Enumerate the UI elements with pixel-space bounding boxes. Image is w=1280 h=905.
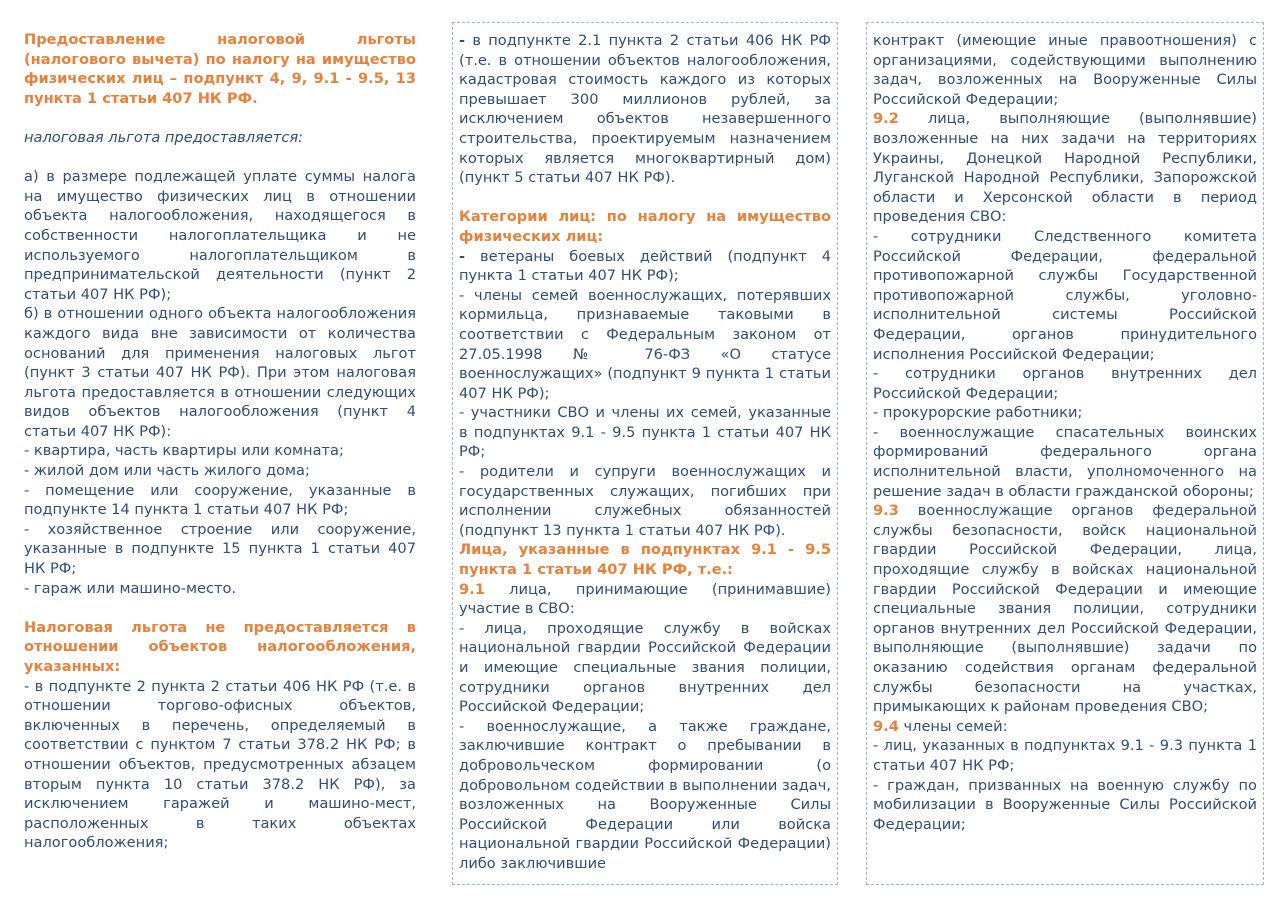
benefit-heading: Предоставление налоговой льготы (налогового вычета) по налогу на имущество физических лиц – подпункт 4, 9, 9.1 - 9.5, 13 пункта 1 статьи 407 НК РФ. <box>24 31 416 107</box>
category-veterans-text: ветераны боевых действий (подпункт 4 пункта 1 статьи 407 НК РФ); <box>459 247 831 285</box>
exclusion-item-21-text: в подпункте 2.1 пункта 2 статьи 406 НК РФ (т.е. в отношении объектов налогообложения, кадастровая стоимость каждого из которых превышает 300 миллионов рублей, за исключением объектов незавершенного строительства, проектируемым назначением которых является многоквартирный дом) (пункт 5 статьи 407 НК РФ). <box>459 32 831 187</box>
persons-sk: - сотрудники Следственного комитета Российской Федерации, федеральной противопожарной службы Государственной противопожарной службы, уголовно-исполнительной системы Российской Федерации, органов принудительного исполнения Российской Федерации; <box>873 227 1257 363</box>
clause-9-1 <box>459 580 831 619</box>
object-item: - жилой дом или часть жилого дома; <box>24 462 310 480</box>
paragraph-a: а) в размере подлежащей уплате суммы налога на имущество физических лиц в отношении объекта налогообложения, находящегося в собственности налогоплательщика и не используемого налогоплательщиком в предпринимательской деятельности (пункт 2 статьи 407 НК РФ); <box>24 168 416 303</box>
object-item: - квартира, часть квартиры или комната; <box>24 442 344 460</box>
benefit-intro: налоговая льгота предоставляется: <box>24 128 304 146</box>
clause-number: 9.3 <box>873 502 899 520</box>
category-svo: - участники СВО и члены их семей, указанные в подпунктах 9.1 - 9.5 пункта 1 статьи 407 НК РФ; <box>459 404 831 461</box>
column-middle <box>452 22 838 885</box>
family-item: - граждан, призванных на военную службу по мобилизации в Вооруженные Силы Российской Федерации; <box>873 776 1257 833</box>
categories-heading: Категории лиц: по налогу на имущество физических лиц: <box>459 208 831 245</box>
family-item: - лиц, указанных в подпунктах 9.1 - 9.3 пункта 1 статьи 407 НК РФ; <box>873 737 1257 774</box>
category-families: - члены семей военнослужащих, потерявших кормильца, признаваемые таковыми в соответствии с Федеральным законом от 27.05.1998 № 76-ФЗ «О статусе военнослужащих» (подпункт 9 пункта 1 статьи 407 НК РФ); <box>459 286 831 402</box>
paragraph-b: б) в отношении одного объекта налогообложения каждого вида вне зависимости от количества оснований для применения налоговых льгот (пункт 3 статьи 407 НК РФ). При этом налоговая льгота предоставляется в отношении следующих видов объектов налогообложения (пункт 4 статьи 407 НК РФ): <box>24 305 416 440</box>
column-right <box>866 22 1264 885</box>
column-left <box>24 30 416 853</box>
exclusion-item-406: - в подпункте 2 пункта 2 статьи 406 НК РФ (т.е. в отношении торгово-офисных объектов, включенных в перечень, определяемый в соответствии с пунктом 7 статьи 378.2 НК РФ; в отношении объектов, предусмотренных абзацем вторым пункта 10 статьи 378.2 НК РФ), за исключением гаражей и машино-мест, расположенных в таких объектах налогообложения; <box>24 677 416 852</box>
category-veterans <box>459 247 831 286</box>
bullet-dash: - <box>459 247 466 265</box>
persons-guard: - лица, проходящие службу в войсках национальной гвардии Российской Федерации и имеющие специальные звания полиции, сотрудники органов внутренних дел Российской Федерации; <box>459 619 831 716</box>
clause-number: 9.4 <box>873 717 899 735</box>
clause-9-2-text: лица, выполняющие (выполнявшие) возложенные на них задачи на территориях Украины, Донецкой Народной Республики, Луганской Народной Республики, Запорожской области и Херсонской области в период проведения СВО: <box>873 110 1257 226</box>
exclusion-item-21 <box>459 31 831 188</box>
bullet-dash: - <box>459 32 466 49</box>
object-item: - гараж или машино-место. <box>24 579 237 597</box>
clause-number: 9.2 <box>873 110 899 128</box>
clause-number: 9.1 <box>459 580 485 598</box>
persons-mvd: - сотрудники органов внутренних дел Российской Федерации; <box>873 365 1257 402</box>
persons-rescue: - военнослужащие спасательных воинских формирований федерального органа исполнительной власти, уполномоченного на решение задач в области гражданской обороны; <box>873 423 1257 500</box>
category-parents: - родители и супруги военнослужащих и государственных служащих, погибших при исполнении служебных обязанностей (подпункт 13 пункта 1 статьи 407 НК РФ). <box>459 463 831 539</box>
clause-9-1-text: лица, принимающие (принимавшие) участие в СВО: <box>459 580 831 618</box>
clause-9-2 <box>873 109 1257 227</box>
persons-contract-cont: контракт (имеющие иные правоотношения) с организациями, содействующими выполнению задач, возложенных на Вооруженные Силы Российской Федерации; <box>873 32 1257 108</box>
clause-9-4-text: члены семей: <box>898 717 1008 735</box>
persons-military: - военнослужащие, а также граждане, заключившие контракт о пребывании в добровольческом формировании (о добровольном содействии в выполнении задач, возложенных на Вооруженные Силы Российской Федерации или войска национальной гвардии Российской Федерации) либо заключившие <box>459 717 831 872</box>
clause-9-4 <box>873 717 1257 737</box>
object-item: - помещение или сооружение, указанные в подпункте 14 пункта 1 статьи 407 НК РФ; <box>24 481 416 519</box>
persons-heading: Лица, указанные в подпунктах 9.1 - 9.5 пункта 1 статьи 407 НК РФ, т.е.: <box>459 541 831 579</box>
clause-9-3-text: военнослужащие органов федеральной службы безопасности, войск национальной гвардии Российской Федерации, лица, проходящие службу в войсках национальной гвардии Российской Федерации и имеющие специальные звания полиции, сотрудники органов внутренних дел Российской Федерации, выполняющие (выполнявшие) задачи по оказанию содействия органам федеральной службы безопасности на участках, примыкающих к районам проведения СВО; <box>873 502 1257 716</box>
persons-prosecutors: - прокурорские работники; <box>873 404 1083 422</box>
clause-9-3 <box>873 501 1257 717</box>
exclusion-heading: Налоговая льгота не предоставляется в отношении объектов налогообложения, указанных: <box>24 618 416 675</box>
object-item: - хозяйственное строение или сооружение, указанные в подпункте 15 пункта 1 статьи 407 НК РФ; <box>24 520 416 578</box>
